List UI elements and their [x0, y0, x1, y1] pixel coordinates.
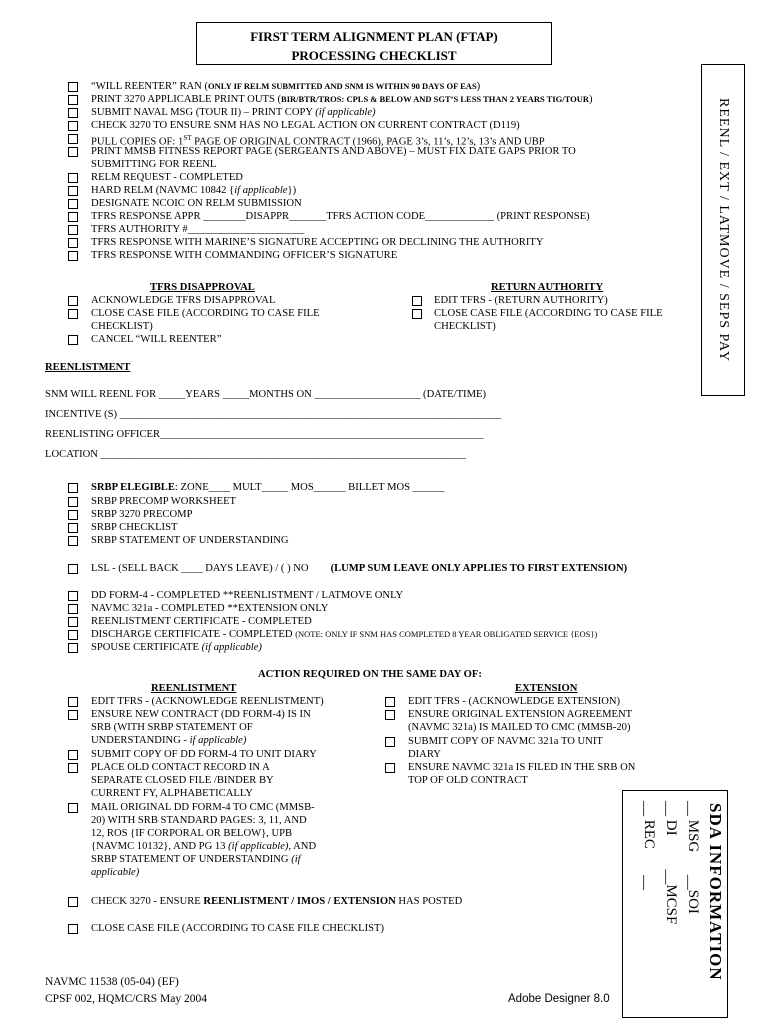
srbp-item-text: SRBP STATEMENT OF UNDERSTANDING [91, 535, 289, 546]
checkbox[interactable] [385, 710, 395, 720]
checkbox[interactable] [68, 238, 78, 248]
incentive-line: INCENTIVE (S) ________________________________________________________________________ [45, 409, 502, 420]
checklist-item-text: TFRS RESPONSE WITH COMMANDING OFFICER’S SIGNATURE [91, 250, 398, 261]
reenl-years-line: SNM WILL REENL FOR _____YEARS _____MONTHS ON ____________________ (DATE/TIME) [45, 389, 487, 400]
return-authority-heading: RETURN AUTHORITY [491, 282, 604, 293]
checklist-item [91, 106, 376, 119]
action-reenl-line: PLACE OLD CONTACT RECORD IN A [91, 762, 270, 773]
close-case-line: CLOSE CASE FILE (ACCORDING TO CASE FILE CHECKLIST) [91, 923, 385, 934]
action-ext-heading: EXTENSION [515, 683, 578, 694]
checklist-item-post: }) [287, 185, 297, 196]
action-ext-line: EDIT TFRS - (ACKNOWLEDGE EXTENSION) [408, 696, 621, 707]
checkbox[interactable] [68, 147, 78, 157]
checkbox[interactable] [68, 483, 78, 493]
checkbox[interactable] [68, 604, 78, 614]
action-reenl-line: SRB (WITH SRBP STATEMENT OF [91, 722, 253, 733]
srbp-item [91, 495, 236, 508]
checklist-item-sup: ST [183, 134, 192, 142]
checkbox[interactable] [68, 497, 78, 507]
srbp-eligible [91, 481, 444, 494]
checkbox[interactable] [68, 536, 78, 546]
form-title-box [196, 22, 552, 65]
checkbox[interactable] [68, 564, 78, 574]
form-item [91, 602, 328, 615]
action-reenl-text: UNDERSTANDING - [91, 735, 190, 746]
checklist-item-bold: ONLY IF RELM SUBMITTED AND SNM IS WITHIN 90 DAYS OF EAS [208, 81, 477, 91]
checkbox[interactable] [385, 697, 395, 707]
checklist-item-text: SUBMIT NAVAL MSG (TOUR II) – PRINT COPY [91, 107, 316, 118]
checkbox[interactable] [68, 697, 78, 707]
checkbox[interactable] [68, 335, 78, 345]
checklist-item-bold: BIR/BTR/TROS: CPLS & BELOW AND SGT’S LESS THAN 2 YEARS TIG/TOUR [281, 94, 590, 104]
srbp-item-text: SRBP PRECOMP WORKSHEET [91, 496, 237, 507]
form-item [91, 641, 262, 654]
sda-row: __ DI __MCSF [663, 801, 679, 925]
action-ext-line: ENSURE NAVMC 321a IS FILED IN THE SRB ON [408, 762, 636, 773]
tfrs-disapproval-item: CHECKLIST) [91, 321, 153, 332]
action-ext-line: (NAVMC 321a) IS MAILED TO CMC (MMSB-20) [408, 722, 631, 733]
checklist-item [91, 171, 243, 184]
checkbox[interactable] [68, 630, 78, 640]
checkbox[interactable] [68, 710, 78, 720]
action-reenl-line [91, 840, 316, 853]
sda-row: __ MSG __SOI [685, 801, 701, 914]
srbp-item-text: SRBP 3270 PRECOMP [91, 509, 193, 520]
form-title-line2: PROCESSING CHECKLIST [291, 48, 457, 63]
checklist-item [91, 184, 296, 197]
srbp-item [91, 534, 289, 547]
action-reenl-line: EDIT TFRS - (ACKNOWLEDGE REENLISTMENT) [91, 696, 324, 707]
checkbox[interactable] [68, 617, 78, 627]
checkbox[interactable] [68, 251, 78, 261]
sda-row: __ REC __ [641, 801, 657, 891]
action-ext-line: SUBMIT COPY OF NAVMC 321a TO UNIT [408, 736, 603, 747]
action-reenl-italic: (if applicable) [228, 841, 289, 852]
check-3270-text: CHECK 3270 - ENSURE [91, 896, 204, 907]
checkbox[interactable] [68, 591, 78, 601]
location-line: LOCATION _____________________________________________________________________ [45, 449, 467, 460]
srbp-item-text: SRBP CHECKLIST [91, 522, 178, 533]
checklist-item-text: CHECK 3270 TO ENSURE SNM HAS NO LEGAL ACTION ON CURRENT CONTRACT (D119) [91, 120, 520, 131]
form-item-italic: (if applicable) [201, 642, 262, 653]
action-reenl-text: , AND [288, 841, 317, 852]
checkbox[interactable] [68, 173, 78, 183]
checklist-item [91, 223, 304, 236]
form-item-text: SPOUSE CERTIFICATE [91, 642, 202, 653]
checkbox[interactable] [68, 82, 78, 92]
action-reenl-italic: (if [291, 854, 301, 865]
action-reenl-line: ENSURE NEW CONTRACT (DD FORM-4) IS IN [91, 709, 311, 720]
checkbox[interactable] [68, 803, 78, 813]
return-authority-item: CHECKLIST) [434, 321, 496, 332]
checklist-item [91, 80, 480, 93]
checkbox[interactable] [385, 763, 395, 773]
checkbox[interactable] [68, 897, 78, 907]
return-authority-item: CLOSE CASE FILE (ACCORDING TO CASE FILE [434, 308, 663, 319]
checklist-item-text: PRINT 3270 APPLICABLE PRINT OUTS ( [91, 94, 282, 105]
checkbox[interactable] [412, 309, 422, 319]
srbp-eligible-fields: : ZONE____ MULT_____ MOS______ BILLET MOS ______ [174, 482, 445, 493]
form-item [91, 615, 312, 628]
checklist-item-post: PAGE OF ORIGINAL CONTRACT (1966), PAGE 3’s, 11’s, 12’s, 13’s AND UBP [191, 136, 545, 148]
designer-label: Adobe Designer 8.0 [508, 993, 610, 1005]
reenlistment-heading: REENLISTMENT [45, 362, 131, 373]
return-authority-item: EDIT TFRS - (RETURN AUTHORITY) [434, 295, 608, 306]
checkbox[interactable] [68, 296, 78, 306]
check-3270-post: HAS POSTED [395, 896, 463, 907]
tfrs-disapproval-heading: TFRS DISAPPROVAL [150, 282, 255, 293]
tfrs-disapproval-item: CANCEL “WILL REENTER” [91, 334, 222, 345]
action-reenl-text: SRBP STATEMENT OF UNDERSTANDING [91, 854, 292, 865]
srbp-item [91, 508, 192, 521]
checklist-item [91, 145, 576, 158]
action-reenl-line: SEPARATE CLOSED FILE /BINDER BY [91, 775, 274, 786]
checklist-item-text: HARD RELM (NAVMC 10842 { [91, 185, 235, 196]
checklist-item-italic: if applicable [234, 185, 288, 196]
sda-title: SDA INFORMATION [706, 803, 725, 981]
side-label-box [701, 64, 745, 396]
checklist-item-text: PULL COPIES OF: 1 [91, 136, 184, 148]
checklist-item-italic: (if applicable) [315, 107, 376, 118]
checkbox[interactable] [68, 643, 78, 653]
checkbox[interactable] [68, 510, 78, 520]
form-item-text: DISCHARGE CERTIFICATE - COMPLETED [91, 629, 296, 640]
action-ext-line: TOP OF OLD CONTRACT [408, 775, 528, 786]
sda-information-box [622, 790, 728, 1018]
checklist-item-text: RELM REQUEST - COMPLETED [91, 172, 243, 183]
checklist-item-text: TFRS RESPONSE WITH MARINE’S SIGNATURE ACCEPTING OR DECLINING THE AUTHORITY [91, 237, 544, 248]
checkbox[interactable] [68, 108, 78, 118]
form-item-text: REENLISTMENT CERTIFICATE - COMPLETED [91, 616, 312, 627]
checklist-item [91, 236, 544, 249]
checkbox[interactable] [68, 924, 78, 934]
tfrs-disapproval-item: CLOSE CASE FILE (ACCORDING TO CASE FILE [91, 308, 320, 319]
checklist-item-continued [91, 158, 216, 171]
checkbox[interactable] [412, 296, 422, 306]
action-reenl-heading: REENLISTMENT [151, 683, 237, 694]
action-reenl-line: 20) WITH SRB STANDARD PAGES: 3, 11, AND [91, 815, 307, 826]
lsl-note: (LUMP SUM LEAVE ONLY APPLIES TO FIRST EXTENSION) [330, 563, 628, 574]
checklist-item [91, 93, 593, 106]
check-3270-line [91, 895, 462, 908]
checkbox[interactable] [68, 199, 78, 209]
action-reenl-line: 12, ROS {IF CORPORAL OR BELOW}, UPB [91, 828, 293, 839]
form-title-line1: FIRST TERM ALIGNMENT PLAN (FTAP) [250, 29, 498, 44]
action-reenl-italic: if applicable) [189, 735, 247, 746]
checkbox[interactable] [68, 523, 78, 533]
checklist-item-text: DESIGNATE NCOIC ON RELM SUBMISSION [91, 198, 302, 209]
check-3270-bold: REENLISTMENT / IMOS / EXTENSION [203, 896, 396, 907]
side-label: REENL / EXT / LATMOVE / SEPS PAY [716, 98, 731, 362]
checklist-item-text: TFRS RESPONSE APPR ________DISAPPR_______TFRS ACTION CODE_____________ (PRINT RESPONSE) [91, 211, 590, 222]
action-reenl-line: applicable) [91, 867, 140, 878]
checkbox[interactable] [68, 309, 78, 319]
checkbox[interactable] [68, 225, 78, 235]
form-item-text: NAVMC 321a - COMPLETED **EXTENSION ONLY [91, 603, 329, 614]
checklist-item-cont-text: SUBMITTING FOR REENL [91, 159, 217, 170]
action-reenl-line [91, 853, 301, 866]
action-heading: ACTION REQUIRED ON THE SAME DAY OF: [258, 669, 482, 680]
reenlisting-officer-line: REENLISTING OFFICER_____________________________________________________________ [45, 429, 484, 440]
form-item-note: (NOTE: ONLY IF SNM HAS COMPLETED 8 YEAR OBLIGATED SERVICE {EOS}) [295, 629, 598, 639]
form-item [91, 628, 597, 641]
checklist-item [91, 210, 590, 223]
checkbox[interactable] [68, 763, 78, 773]
action-reenl-line: MAIL ORIGINAL DD FORM-4 TO CMC (MMSB- [91, 802, 315, 813]
action-reenl-line [91, 734, 246, 747]
checkbox[interactable] [68, 212, 78, 222]
srbp-item [91, 521, 177, 534]
checklist-item-text: TFRS AUTHORITY #______________________ [91, 224, 305, 235]
checklist-item-text: “WILL REENTER” RAN ( [91, 81, 208, 92]
checkbox[interactable] [385, 737, 395, 747]
checklist-item-post: ) [476, 81, 481, 92]
checkbox[interactable] [68, 186, 78, 196]
action-ext-line: ENSURE ORIGINAL EXTENSION AGREEMENT [408, 709, 633, 720]
sda-rotated [623, 791, 727, 1017]
checklist-item [91, 197, 302, 210]
lsl-line [91, 562, 627, 575]
tfrs-disapproval-item: ACKNOWLEDGE TFRS DISAPPROVAL [91, 295, 276, 306]
form-item [91, 589, 403, 602]
lsl-text: LSL - (SELL BACK ____ DAYS LEAVE) / ( ) NO [91, 563, 309, 574]
action-reenl-line: SUBMIT COPY OF DD FORM-4 TO UNIT DIARY [91, 749, 317, 760]
checkbox[interactable] [68, 134, 78, 144]
form-number: NAVMC 11538 (05-04) (EF) [45, 976, 179, 988]
action-reenl-line: CURRENT FY, ALPHABETICALLY [91, 788, 253, 799]
checkbox[interactable] [68, 121, 78, 131]
action-ext-line: DIARY [408, 749, 441, 760]
cpsf-line: CPSF 002, HQMC/CRS May 2004 [45, 993, 207, 1005]
checkbox[interactable] [68, 95, 78, 105]
checklist-item [91, 249, 397, 262]
checklist-item [91, 119, 520, 132]
checklist-item-post: ) [589, 94, 593, 105]
action-reenl-text: {NAVMC 10132}, AND PG 13 [91, 841, 229, 852]
checkbox[interactable] [68, 750, 78, 760]
checklist-item-text: PRINT MMSB FITNESS REPORT PAGE (SERGEANTS AND ABOVE) – MUST FIX DATE GAPS PRIOR TO [91, 146, 576, 157]
form-item-text: DD FORM-4 - COMPLETED **REENLISTMENT / LATMOVE ONLY [91, 590, 404, 601]
srbp-eligible-label: SRBP ELEGIBLE [91, 482, 175, 493]
